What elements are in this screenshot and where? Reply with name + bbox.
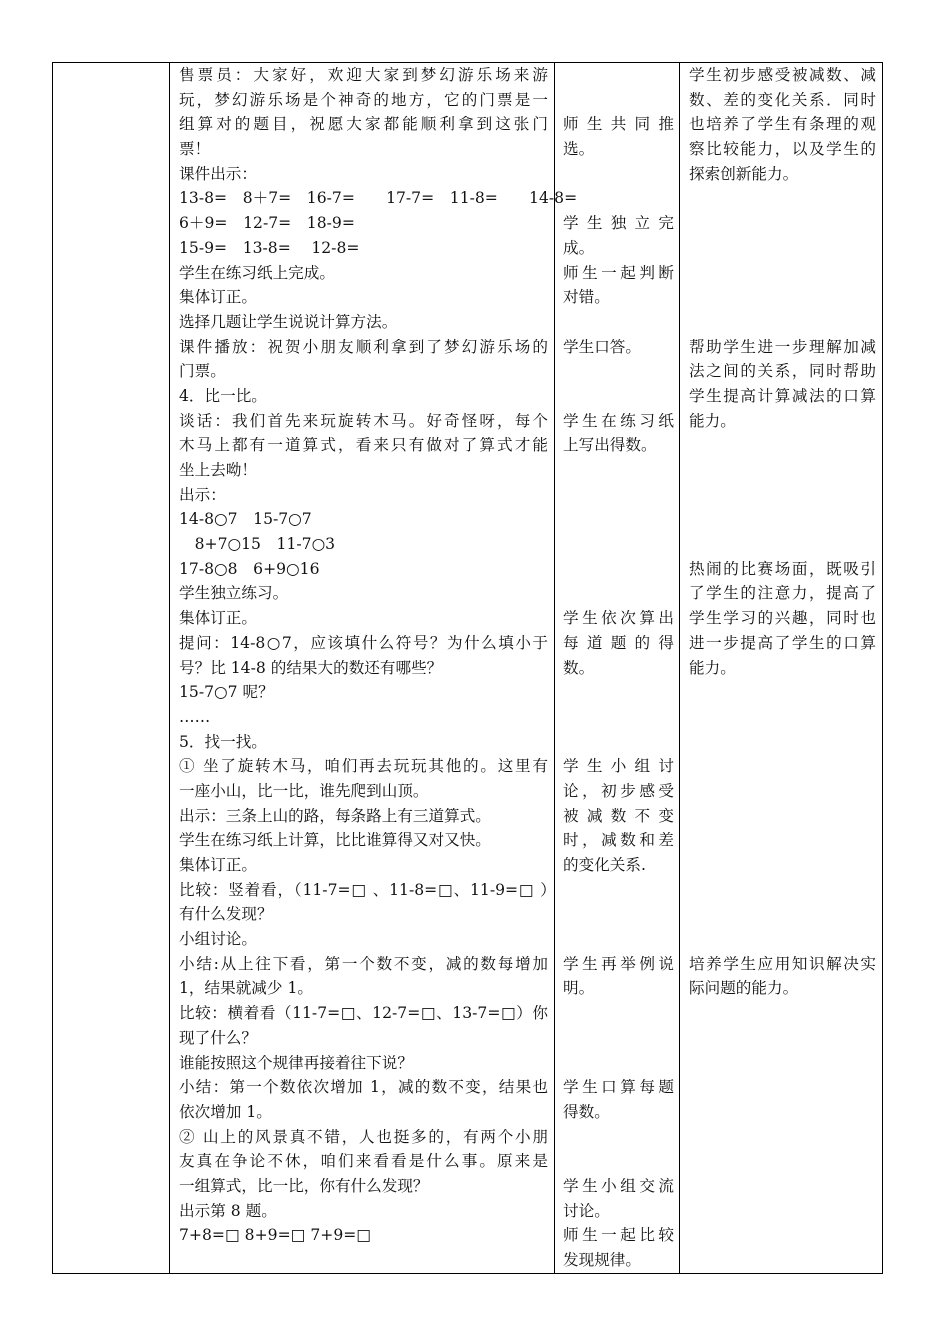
content-line: 学生在练习纸上计算，比比谁算得又对又快。 — [179, 831, 491, 850]
equation-line: 15-9= 13-8= 12-8= — [179, 238, 360, 257]
content-line: 15-7○7 呢？ — [179, 683, 274, 702]
teaching-content-cell — [170, 63, 578, 1274]
activity-line: 学生在练习纸 — [563, 411, 674, 430]
intent-line: 培养学生应用知识解决实 — [689, 954, 876, 973]
activity-line: 学生口算每题 — [563, 1078, 674, 1097]
content-line: 号？比 14-8 的结果大的数还有哪些？ — [179, 658, 443, 677]
activity-line: 得数。 — [563, 1102, 610, 1121]
equation-line: 6＋9= 12-7= 18-9= — [179, 214, 355, 233]
activity-line: 学生依次算出 — [563, 609, 674, 628]
content-line: 选择几题让学生说说计算方法。 — [179, 312, 398, 331]
intent-line: 帮助学生进一步理解加减 — [689, 337, 876, 356]
content-line: 出示：三条上山的路，每条路上有三道算式。 — [179, 806, 491, 825]
blank-left-column — [53, 63, 170, 1274]
equation-line: 17-8○8 6+9○16 — [179, 559, 320, 578]
activity-line: 师生一起比较 — [563, 1226, 674, 1245]
teaching-content-text — [170, 63, 578, 1248]
activity-line: 成。 — [563, 238, 595, 257]
activity-line: 讨论。 — [563, 1201, 610, 1220]
content-line: 票！ — [179, 140, 211, 159]
content-line: ① 坐了旋转木马，咱们再去玩玩其他的。这里有 — [179, 757, 548, 776]
content-line: 集体订正。 — [179, 609, 257, 628]
activity-line: 时，减数和差 — [563, 831, 674, 850]
intent-line: 探索创新能力。 — [689, 164, 799, 183]
content-line: 集体订正。 — [179, 856, 257, 874]
content-line: 集体订正。 — [179, 288, 257, 307]
activity-line: 数。 — [563, 658, 595, 677]
design-intent-cell — [680, 63, 883, 1274]
content-line: 组算对的题目，祝愿大家都能顺利拿到这张门 — [179, 115, 548, 134]
content-line: 坐上去呦！ — [179, 461, 257, 479]
table-row — [53, 63, 883, 1274]
intent-line: 察比较能力，以及学生的 — [689, 140, 876, 159]
content-line: 课件出示： — [179, 164, 257, 183]
activity-line: 的变化关系. — [563, 856, 646, 874]
activity-line: 学生再举例说 — [563, 954, 674, 973]
student-activity-cell — [555, 63, 680, 1274]
intent-line: 数、差的变化关系．同时 — [689, 90, 876, 109]
equation-line: 7+8=□ 8+9=□ 7+9=□ — [179, 1226, 372, 1245]
content-line: 学生独立练习。 — [179, 584, 289, 603]
activity-line: 师生一起判断 — [563, 263, 674, 282]
intent-line: 际问题的能力。 — [689, 979, 799, 998]
content-line: 谁能按照这个规律再接着往下说？ — [179, 1053, 413, 1072]
content-line: 一组算式，比一比，你有什么发现？ — [179, 1176, 429, 1195]
content-line: …… — [179, 707, 211, 726]
content-line: 出示第 8 题。 — [179, 1201, 277, 1220]
content-line: 依次增加 1。 — [179, 1102, 272, 1121]
activity-line: 学生小组交流 — [563, 1176, 674, 1195]
content-line: 比较：横着看（11-7=□、12-7=□、13-7=□）你 — [179, 1004, 548, 1023]
student-activity-text — [555, 63, 679, 1273]
content-line: 售票员：大家好，欢迎大家到梦幻游乐场来游 — [179, 66, 548, 84]
equation-line: 8+7○15 11-7○3 — [179, 535, 336, 554]
content-line: 小结:从上往下看，第一个数不变，减的数每增加 — [179, 954, 548, 973]
activity-line: 学生独立完 — [563, 214, 674, 233]
intent-line: 学生提高计算减法的口算 — [689, 386, 876, 405]
intent-line: 能力。 — [689, 411, 736, 430]
content-line: 有什么发现？ — [179, 905, 273, 924]
lesson-plan-table — [52, 62, 883, 1274]
activity-line: 选。 — [563, 140, 595, 159]
content-line: 谈话：我们首先来玩旋转木马。好奇怪呀，每个 — [179, 411, 548, 430]
activity-line: 学生小组讨 — [563, 757, 674, 776]
activity-line: 对错。 — [563, 288, 610, 307]
activity-line: 发现规律。 — [563, 1251, 641, 1269]
equation-line: 14-8○7 15-7○7 — [179, 510, 312, 529]
activity-line: 每道题的得 — [563, 633, 674, 652]
activity-line: 被减数不变 — [563, 806, 674, 825]
activity-line: 学生口答。 — [563, 337, 641, 356]
content-line: 现了什么？ — [179, 1028, 257, 1047]
content-line: 学生在练习纸上完成。 — [179, 263, 335, 282]
content-line: 玩，梦幻游乐场是个神奇的地方，它的门票是一 — [179, 90, 548, 109]
intent-line: 法之间的关系，同时帮助 — [689, 362, 876, 381]
activity-line: 上写出得数。 — [563, 436, 657, 455]
content-line: 友真在争论不休，咱们来看看是什么事。原来是 — [179, 1152, 548, 1171]
equation-line: 13-8= 8＋7= 16-7= 17-7= 11-8= 14-8= — [179, 189, 578, 208]
intent-line: 进一步提高了学生的口算 — [689, 633, 876, 652]
activity-line: 明。 — [563, 979, 595, 998]
content-line: 木马上都有一道算式，看来只有做对了算式才能 — [179, 436, 548, 455]
content-line: 小结：第一个数依次增加 1，减的数不变，结果也 — [179, 1078, 548, 1097]
content-line: 出示： — [179, 485, 226, 504]
intent-line: 学生初步感受被减数、减 — [689, 66, 876, 84]
content-line: ② 山上的风景真不错，人也挺多的，有两个小朋 — [179, 1127, 548, 1146]
activity-line: 论，初步感受 — [563, 781, 674, 800]
design-intent-text — [680, 63, 882, 1001]
section-heading: 5．找一找。 — [179, 732, 267, 751]
content-line: 提问：14-8○7，应该填什么符号？为什么填小于 — [179, 633, 548, 652]
intent-line: 热闹的比赛场面，既吸引 — [689, 559, 876, 578]
content-line: 比较：竖着看，（11-7=□ 、11-8=□、11-9=□ ） — [179, 880, 548, 899]
intent-line: 能力。 — [689, 658, 736, 677]
content-line: 门票。 — [179, 362, 226, 381]
content-line: 一座小山，比一比，谁先爬到山顶。 — [179, 781, 429, 800]
intent-line: 也培养了学生有条理的观 — [689, 115, 876, 134]
content-line: 1，结果就减少 1。 — [179, 979, 313, 998]
activity-line: 师生共同推 — [563, 115, 674, 134]
content-line: 课件播放：祝贺小朋友顺利拿到了梦幻游乐场的 — [179, 337, 548, 356]
intent-line: 了学生的注意力，提高了 — [689, 584, 876, 603]
content-line: 小组讨论。 — [179, 930, 257, 949]
section-heading: 4．比一比。 — [179, 386, 267, 405]
intent-line: 学生学习的兴趣，同时也 — [689, 609, 876, 628]
